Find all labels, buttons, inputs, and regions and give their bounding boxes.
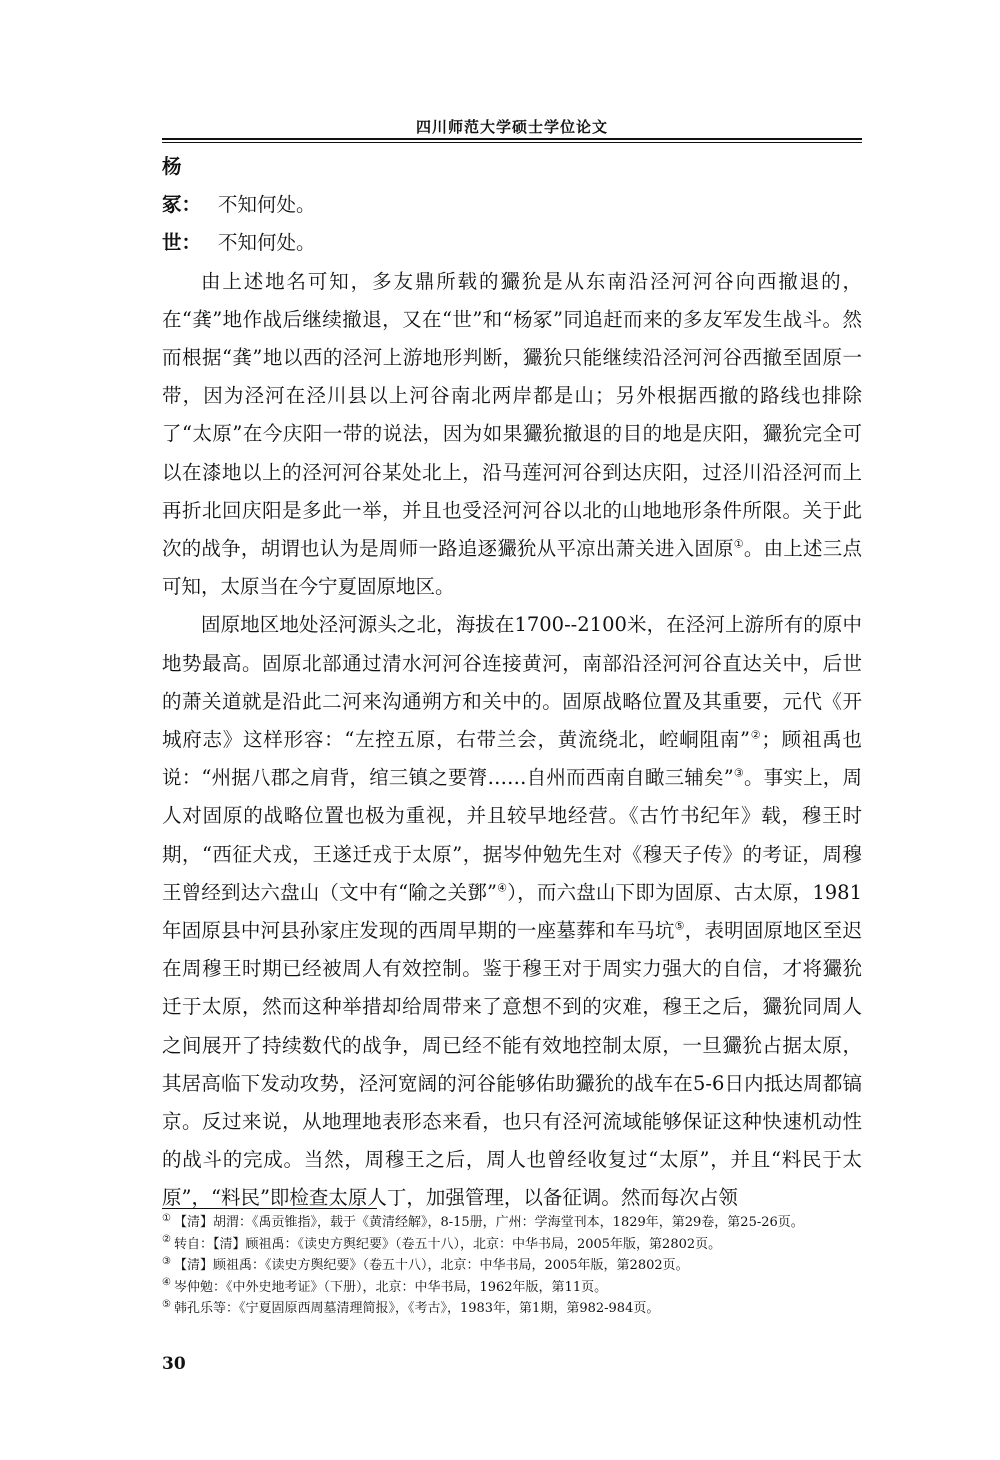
paragraph-text: 由上述地名可知，多友鼎所载的玁狁是从东南沿泾河河谷向西撤退的，在“龚”地作战后继续撤退，又在“世”和“杨冢”同追赶而来的多友军发生战斗。然而根据“龚”地以西的泾河上游地形判断，玁狁只能继续沿泾河河谷西撤至固原一带，因为泾河在泾川县以上河谷南北两岸都是山；另外根据西撤的路线也排除了“太原”在今庆阳一带的说法，因为如果玁狁撤退的目的地是庆阳，玁狁完全可以在漆地以上的泾河河谷某处北上，沿马莲河河谷到达庆阳，过泾川沿泾河而上再折北回庆阳是多此一举，并且也受泾河河谷以北的山地地形条件所限。关于此次的战争，胡谓也认为是周师一路追逐玁狁从平凉出萧关进入固原 [162, 269, 862, 561]
place-label: 世： [162, 231, 202, 255]
paragraph-text: ），而六盘山下即为固原、古太原，1981年固原县中河县孙家庄发现的西周早期的一座墓葬和车马坑 [162, 880, 862, 943]
footnote-ref[interactable]: ② [750, 728, 762, 742]
footnote [162, 1279, 862, 1298]
page-number: 30 [162, 1354, 186, 1374]
footnote-text: 【清】胡渭：《禹贡锥指》，载于《黄清经解》，8-15册，广州：学海堂刊本，1829年，第29卷，第25-26页。 [173, 1215, 804, 1230]
footnote-ref[interactable]: ① [733, 537, 744, 551]
paragraph [162, 263, 862, 607]
place-note: 不知何处。 [218, 193, 316, 217]
footnote-text: 【清】顾祖禹：《读史方舆纪要》（卷五十八），北京：中华书局，2005年版，第2802页。 [173, 1258, 689, 1273]
footnote-ref[interactable]: ③ [733, 766, 744, 780]
footnote-rule [162, 1208, 377, 1209]
footnote-mark: ③ [162, 1255, 171, 1267]
place-note: 不知何处。 [218, 231, 316, 255]
paragraph-text: 。事实上，周人对固原的战略位置也极为重视，并且较早地经营。《古竹书纪年》载，穆王时期，“西征犬戎，王遂迁戎于太原”，据岑仲勉先生对《穆天子传》的考证，周穆王曾经到达六盘山（文中有“隃之关鄧” [162, 766, 862, 904]
paragraph-text: 固原地区地处泾河源头之北，海拔在1700--2100米，在泾河上游所有的原中地势最高。固原北部通过清水河河谷连接黄河，南部沿泾河河谷直达关中，后世的萧关道就是沿此二河来沟通朔方和关中的。固原战略位置及其重要，元代《开城府志》这样形容：“左控五原，右带兰会，黄流绕北，崆峒阻南” [162, 613, 862, 752]
footnote-text: 韩孔乐等：《宁夏固原西周墓清理简报》，《考古》，1983年，第1期，第982-984页。 [173, 1301, 660, 1316]
footnote-mark: ④ [162, 1277, 171, 1289]
body-text [162, 148, 862, 1218]
header-rule [162, 138, 862, 143]
footnote-mark: ② [162, 1234, 171, 1246]
place-label: 杨冢： [162, 155, 202, 217]
footnote-ref[interactable]: ④ [497, 881, 508, 895]
place-entry [162, 224, 862, 262]
footnote-mark: ⑤ [162, 1298, 171, 1310]
footnote [162, 1214, 862, 1233]
place-entry [162, 148, 862, 224]
footnote-text: 岑仲勉：《中外史地考证》（下册），北京：中华书局，1962年版，第11页。 [173, 1279, 608, 1295]
running-header: 四川师范大学硕士学位论文 [415, 118, 608, 136]
footnotes [162, 1214, 862, 1322]
paragraph [162, 606, 862, 1217]
paragraph-text: 。由上述三点可知，太原当在今宁夏固原地区。 [162, 537, 862, 599]
paragraph-text: ，表明固原地区至迟在周穆王时期已经被周人有效控制。鉴于穆王对于周实力强大的自信，才将玁狁迁于太原，然而这种举措却给周带来了意想不到的灾难，穆王之后，玁狁同周人之间展开了持续数代的战争，周已经不能有效地控制太原，一旦玁狁占据太原，其居高临下发动攻势，泾河宽阔的河谷能够佑助玁狁的战车在5-6日内抵达周都镐京。反过来说，从地理地表形态来看，也只有泾河流域能够保证这种快速机动性的战斗的完成。当然，周穆王之后，周人也曾经收复过“太原”，并且“料民于太原”，“料民”即检查太原人丁，加强管理，以备征调。然而每次占领 [162, 919, 862, 1210]
footnote-text: 转自：【清】顾祖禹：《读史方舆纪要》（卷五十八），北京：中华书局，2005年版，第2802页。 [173, 1236, 722, 1252]
footnote [162, 1300, 862, 1319]
paragraph-text: ；顾祖禹也说：“州据八郡之肩背，绾三镇之要膂……自州而西南自瞰三辅矣” [162, 728, 862, 790]
footnote [162, 1236, 862, 1255]
footnote [162, 1257, 862, 1276]
footnote-ref[interactable]: ⑤ [674, 919, 685, 933]
footnote-mark: ① [162, 1212, 171, 1224]
